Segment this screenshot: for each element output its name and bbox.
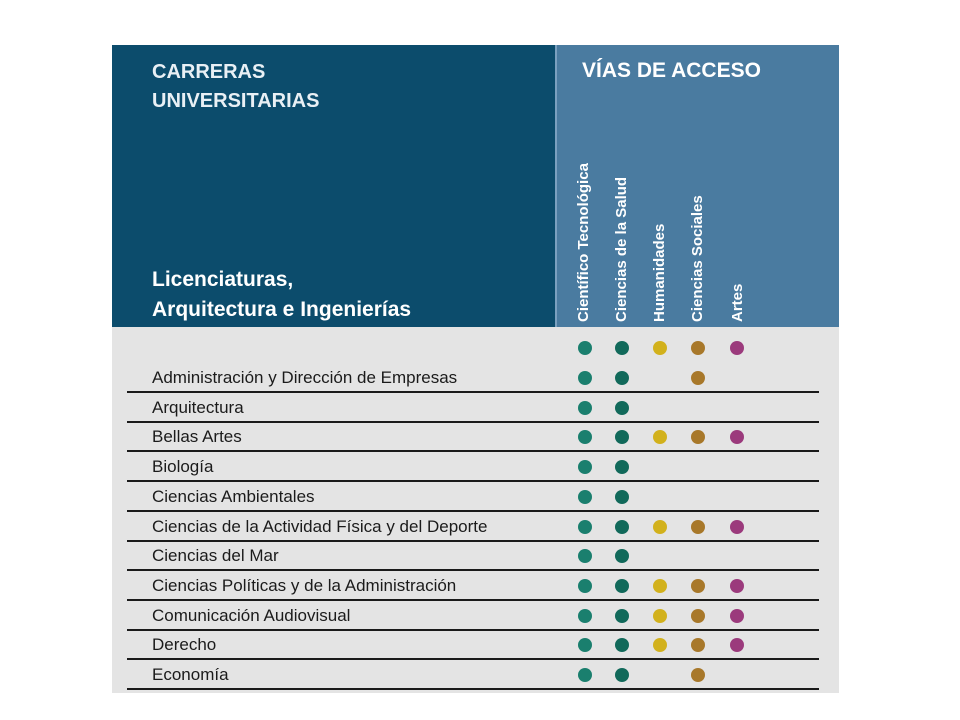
- row-divider: [127, 480, 819, 482]
- career-row-1-dot-ciencias-sociales: [691, 371, 705, 385]
- career-label: Comunicación Audiovisual: [152, 605, 351, 625]
- career-label: Bellas Artes: [152, 427, 242, 447]
- legend-row-dot-ciencias-sociales: [691, 341, 705, 355]
- career-row-5-dot-cientifico-tecnologica: [578, 490, 592, 504]
- row-divider: [127, 391, 819, 393]
- header-subtitle-line1: Licenciaturas,: [152, 268, 294, 291]
- career-row-4-dot-ciencias-de-la-salud: [615, 460, 629, 474]
- career-row-8-dot-cientifico-tecnologica: [578, 579, 592, 593]
- career-row-8-dot-ciencias-sociales: [691, 579, 705, 593]
- career-row-1-dot-ciencias-de-la-salud: [615, 371, 629, 385]
- career-row-11-dot-ciencias-de-la-salud: [615, 668, 629, 682]
- career-row-1-dot-cientifico-tecnologica: [578, 371, 592, 385]
- legend-row-dot-artes: [730, 341, 744, 355]
- column-label-ciencias-sociales: Ciencias Sociales: [689, 195, 706, 322]
- career-label: Biología: [152, 457, 214, 477]
- access-routes-title: VÍAS DE ACCESO: [582, 59, 761, 82]
- legend-row-dot-cientifico-tecnologica: [578, 341, 592, 355]
- career-row-10-dot-artes: [730, 638, 744, 652]
- career-row-11-dot-ciencias-sociales: [691, 668, 705, 682]
- career-row-10-dot-ciencias-de-la-salud: [615, 638, 629, 652]
- career-row-10-dot-humanidades: [653, 638, 667, 652]
- row-divider: [127, 629, 819, 631]
- career-row-10-dot-ciencias-sociales: [691, 638, 705, 652]
- career-row-2-dot-ciencias-de-la-salud: [615, 401, 629, 415]
- legend-row-dot-humanidades: [653, 341, 667, 355]
- career-row-3-dot-cientifico-tecnologica: [578, 430, 592, 444]
- header-subtitle: [152, 265, 411, 325]
- career-row-7-dot-ciencias-de-la-salud: [615, 549, 629, 563]
- career-row-6-dot-humanidades: [653, 520, 667, 534]
- row-divider: [127, 658, 819, 660]
- career-row-6-dot-ciencias-de-la-salud: [615, 520, 629, 534]
- career-label: Ciencias Políticas y de la Administración: [152, 575, 457, 595]
- career-row-6-dot-cientifico-tecnologica: [578, 520, 592, 534]
- career-row-2-dot-cientifico-tecnologica: [578, 401, 592, 415]
- careers-header: [112, 45, 555, 327]
- career-row-6-dot-ciencias-sociales: [691, 520, 705, 534]
- career-row-4-dot-cientifico-tecnologica: [578, 460, 592, 474]
- column-label-humanidades: Humanidades: [651, 223, 668, 322]
- career-row-8-dot-ciencias-de-la-salud: [615, 579, 629, 593]
- career-row-3-dot-ciencias-sociales: [691, 430, 705, 444]
- career-label: Ciencias de la Actividad Física y del Deporte: [152, 516, 488, 536]
- header-title: [152, 58, 319, 116]
- career-row-8-dot-artes: [730, 579, 744, 593]
- header-subtitle-line2: Arquitectura e Ingenierías: [152, 298, 412, 321]
- row-divider: [127, 569, 819, 571]
- career-row-9-dot-cientifico-tecnologica: [578, 609, 592, 623]
- career-label: Ciencias Ambientales: [152, 486, 315, 506]
- career-row-9-dot-artes: [730, 609, 744, 623]
- column-label-ciencias-de-la-salud: Ciencias de la Salud: [613, 176, 630, 322]
- career-row-10-dot-cientifico-tecnologica: [578, 638, 592, 652]
- career-row-9-dot-ciencias-sociales: [691, 609, 705, 623]
- row-divider: [127, 510, 819, 512]
- legend-row-dot-ciencias-de-la-salud: [615, 341, 629, 355]
- access-table: [112, 45, 839, 693]
- career-row-3-dot-humanidades: [653, 430, 667, 444]
- career-row-11-dot-cientifico-tecnologica: [578, 668, 592, 682]
- career-label: Derecho: [152, 635, 217, 655]
- row-divider: [127, 450, 819, 452]
- careers-list: [112, 327, 839, 693]
- row-divider: [127, 540, 819, 542]
- column-label-cientifico-tecnologica: Científico Tecnológica: [575, 163, 592, 322]
- row-divider: [127, 688, 819, 690]
- career-label: Administración y Dirección de Empresas: [152, 368, 458, 387]
- career-row-3-dot-ciencias-de-la-salud: [615, 430, 629, 444]
- career-row-3-dot-artes: [730, 430, 744, 444]
- career-row-6-dot-artes: [730, 520, 744, 534]
- row-divider: [127, 421, 819, 423]
- career-row-9-dot-humanidades: [653, 609, 667, 623]
- column-label-artes: Artes: [729, 283, 746, 322]
- career-label: Arquitectura: [152, 397, 244, 417]
- career-row-9-dot-ciencias-de-la-salud: [615, 609, 629, 623]
- row-divider: [127, 599, 819, 601]
- career-row-8-dot-humanidades: [653, 579, 667, 593]
- header-title-line2: UNIVERSITARIAS: [152, 90, 320, 112]
- header-title-line1: CARRERAS: [152, 61, 266, 83]
- career-label: Economía: [152, 665, 229, 684]
- career-row-7-dot-cientifico-tecnologica: [578, 549, 592, 563]
- career-row-5-dot-ciencias-de-la-salud: [615, 490, 629, 504]
- career-label: Ciencias del Mar: [152, 546, 279, 566]
